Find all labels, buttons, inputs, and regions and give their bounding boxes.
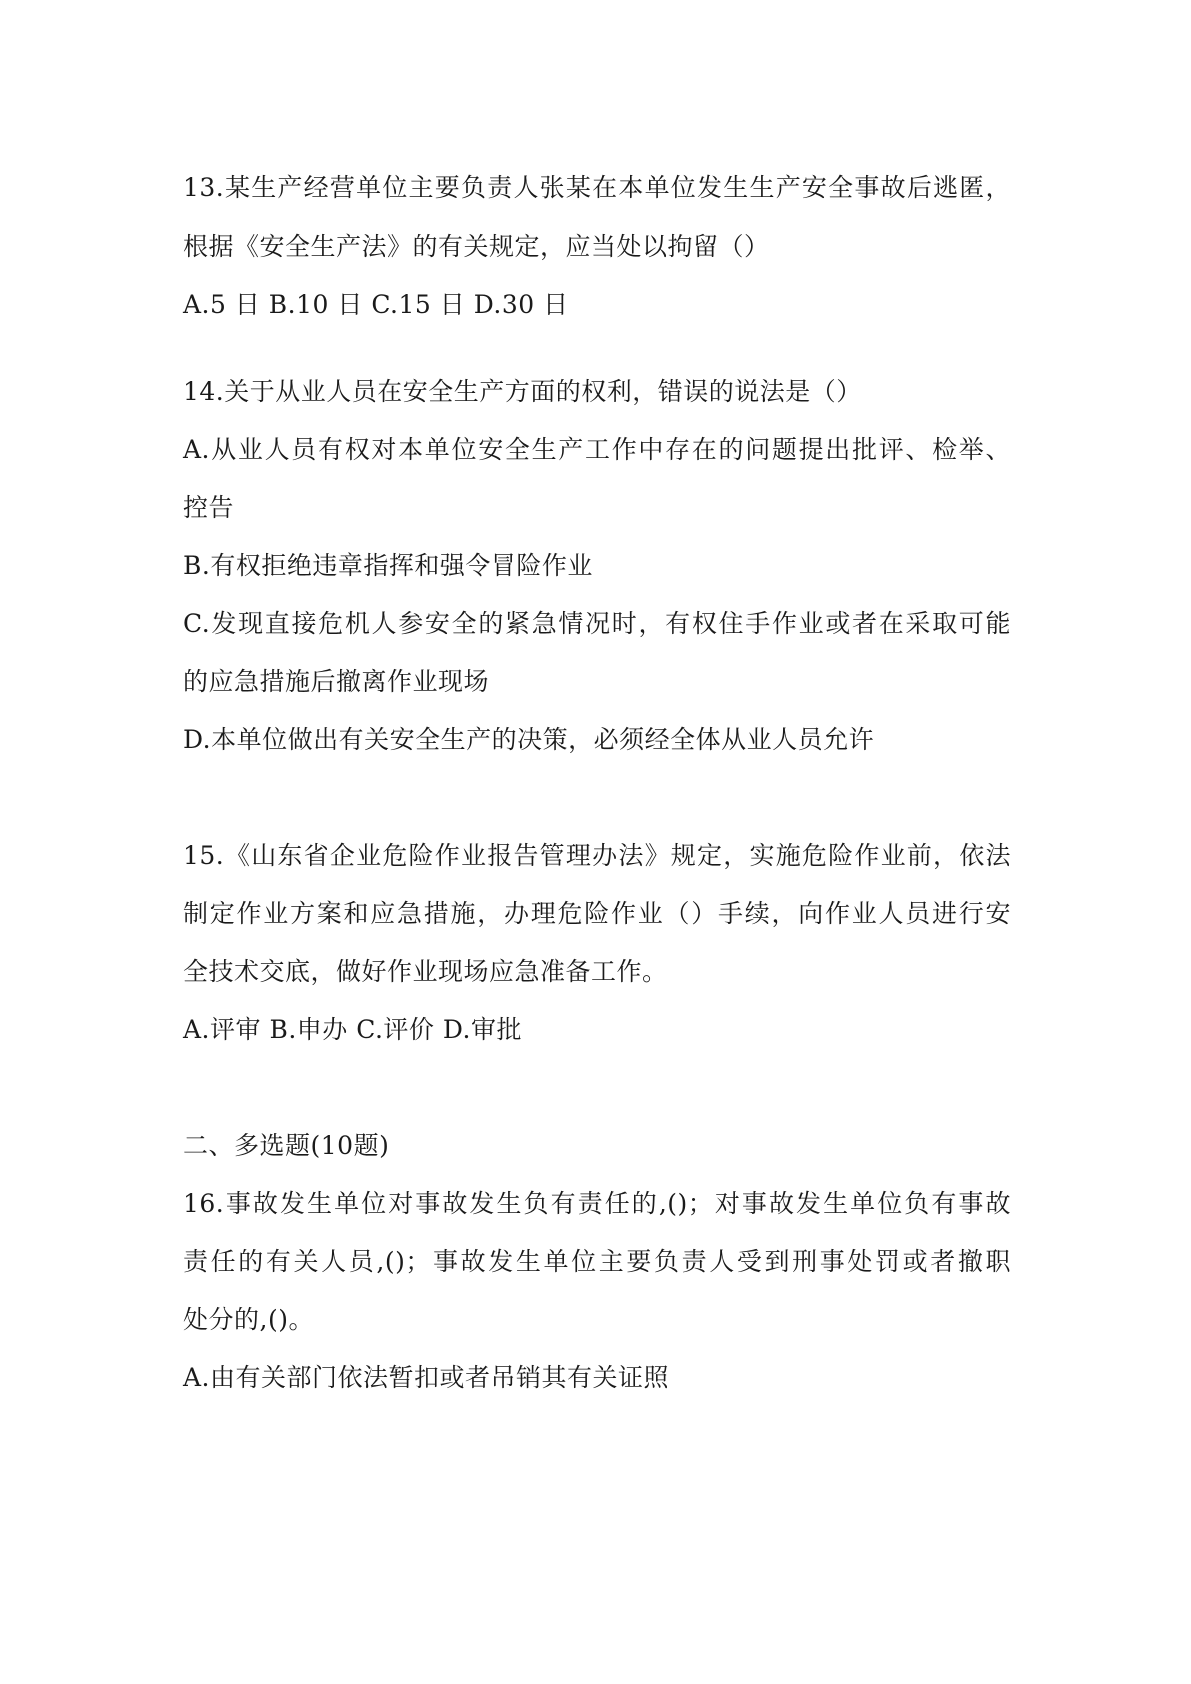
question-14-option-c-line-1: C.发现直接危机人参安全的紧急情况时，有权住手作业或者在采取可能 xyxy=(183,609,1011,638)
question-16-stem-line-2: 责任的有关人员,()；事故发生单位主要负责人受到刑事处罚或者撤职 xyxy=(183,1247,1011,1276)
question-14-option-c-line-2: 的应急措施后撤离作业现场 xyxy=(183,667,490,696)
question-16-stem-line-3: 处分的,()。 xyxy=(183,1305,314,1334)
question-16-option-a: A.由有关部门依法暂扣或者吊销其有关证照 xyxy=(183,1363,670,1392)
question-14-option-a-line-1: A.从业人员有权对本单位安全生产工作中存在的问题提出批评、检举、 xyxy=(183,435,1011,464)
question-15-stem-line-1: 15.《山东省企业危险作业报告管理办法》规定，实施危险作业前，依法 xyxy=(183,841,1011,870)
question-16-stem-line-1: 16.事故发生单位对事故发生负有责任的,()；对事故发生单位负有事故 xyxy=(183,1189,1011,1218)
question-14-option-b: B.有权拒绝违章指挥和强令冒险作业 xyxy=(183,551,593,580)
question-13-stem-line-2: 根据《安全生产法》的有关规定，应当处以拘留（） xyxy=(183,232,770,261)
question-14-stem: 14.关于从业人员在安全生产方面的权利，错误的说法是（） xyxy=(183,377,862,406)
section-heading-multiple-choice: 二、多选题(10题) xyxy=(183,1131,390,1160)
question-13-options: A.5 日 B.10 日 C.15 日 D.30 日 xyxy=(183,290,569,319)
question-14-option-d: D.本单位做出有关安全生产的决策，必须经全体从业人员允许 xyxy=(183,725,875,754)
question-15-options: A.评审 B.申办 C.评价 D.审批 xyxy=(183,1015,522,1044)
question-13-stem-line-1: 13.某生产经营单位主要负责人张某在本单位发生生产安全事故后逃匿， xyxy=(183,173,1011,202)
question-15-stem-line-2: 制定作业方案和应急措施，办理危险作业（）手续，向作业人员进行安 xyxy=(183,899,1011,928)
question-14-option-a-line-2: 控告 xyxy=(183,493,235,522)
question-15-stem-line-3: 全技术交底，做好作业现场应急准备工作。 xyxy=(183,957,668,986)
